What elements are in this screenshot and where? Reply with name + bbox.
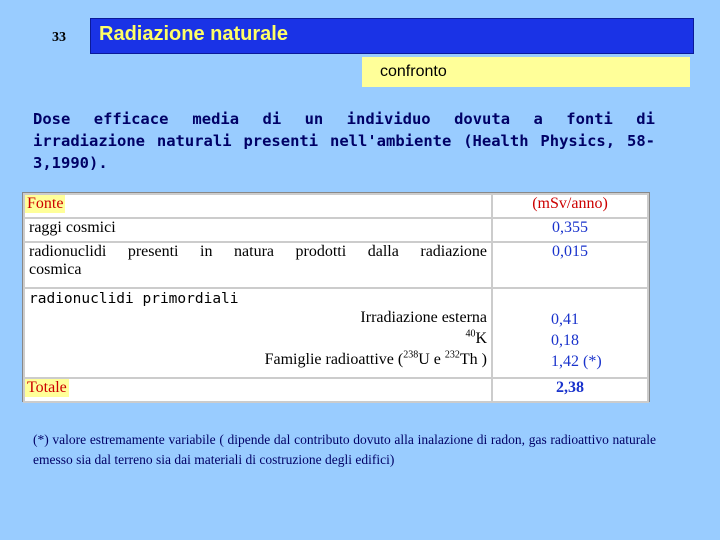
word: natura <box>234 243 274 260</box>
subtitle-bar <box>362 57 690 87</box>
primordial-label-cell <box>24 288 492 378</box>
cosmogenic-label-line2: cosmica <box>29 261 82 278</box>
word: prodotti <box>295 243 347 260</box>
word: in <box>200 243 213 260</box>
total-label-cell <box>24 378 492 402</box>
k40-symbol: K <box>475 330 487 347</box>
word: radiazione <box>420 243 487 260</box>
total-value: 2,38 <box>492 378 648 402</box>
word: presenti <box>127 243 179 260</box>
total-label: Totale <box>27 379 67 396</box>
table-header-row <box>24 194 648 218</box>
k40-value: 0,18 <box>551 332 579 349</box>
word: radionuclidi <box>29 243 107 260</box>
slide-number: 33 <box>52 30 66 45</box>
external-label: Irradiazione esterna <box>360 309 487 326</box>
th-mass: 232 <box>444 349 460 361</box>
slide-subtitle: confronto <box>380 63 447 80</box>
table-row-cosmic <box>24 218 648 242</box>
families-text: Famiglie radioattive ( <box>264 351 404 368</box>
dose-table <box>22 192 650 402</box>
source-header: Fonte <box>27 195 64 212</box>
intro-text: media di un individuo dovuta a fonti di irradiazione naturali presenti nell'ambiente (Health Physics, 58-3,1990). <box>33 110 655 172</box>
primordial-values-cell <box>492 288 648 378</box>
cosmogenic-label-cell <box>24 242 492 288</box>
unit-header: (mSv/anno) <box>492 194 648 218</box>
cosmic-value: 0,355 <box>492 218 648 242</box>
intro-term: Dose efficace <box>33 110 169 128</box>
th-symbol: Th ) <box>459 351 487 368</box>
u-symbol: U e <box>418 351 445 368</box>
word: dalla <box>367 243 399 260</box>
u-mass: 238 <box>403 349 419 361</box>
k40-label <box>29 328 487 349</box>
table-row-cosmogenic <box>24 242 648 288</box>
footnote: (*) valore estremamente variabile ( dipende dal contributo dovuto alla inalazione di radon, gas radioattivo naturale emesso sia dal terreno sia dai materiali di costruzione degli edifici) <box>33 432 656 467</box>
primordial-label: radionuclidi primordiali <box>29 291 239 307</box>
families-value: 1,42 (*) <box>551 353 602 370</box>
table-row-primordial <box>24 288 648 378</box>
slide-title: Radiazione naturale <box>99 23 288 45</box>
intro-paragraph <box>33 108 655 174</box>
families-label <box>29 349 487 370</box>
title-bar <box>90 18 694 54</box>
external-value: 0,41 <box>551 311 579 328</box>
cosmogenic-label-line1 <box>29 243 487 261</box>
k40-mass: 40 <box>465 328 476 340</box>
source-header-cell <box>24 194 492 218</box>
cosmic-label: raggi cosmici <box>24 218 492 242</box>
table-row-total <box>24 378 648 402</box>
cosmogenic-value: 0,015 <box>492 242 648 288</box>
